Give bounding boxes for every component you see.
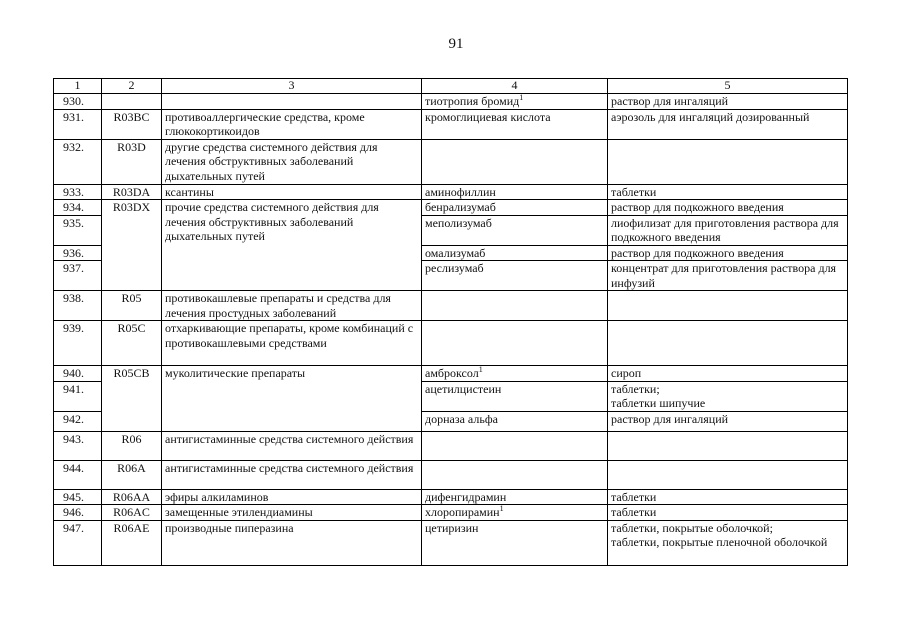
row-number: 935. xyxy=(54,215,102,245)
row-number: 941. xyxy=(54,381,102,411)
medicines-table xyxy=(53,78,848,566)
table-row xyxy=(54,291,848,321)
header-row xyxy=(54,79,848,94)
drug-name: кромоглициевая кислота xyxy=(422,109,608,139)
atc-code: R03BC xyxy=(102,109,162,139)
dosage-form: раствор для подкожного введения xyxy=(608,245,848,261)
dosage-form-line: таблетки, покрытые пленочной оболочкой xyxy=(611,535,828,549)
dosage-form: концентрат для приготовления раствора для инфузий xyxy=(608,261,848,291)
row-number: 937. xyxy=(54,261,102,291)
row-number: 931. xyxy=(54,109,102,139)
table-row xyxy=(54,94,848,110)
table-row xyxy=(54,520,848,565)
form-cell xyxy=(608,139,848,184)
atc-code: R03DX xyxy=(102,200,162,291)
group-name: отхаркивающие препараты, кроме комбинаций с противокашлевыми средствами xyxy=(162,321,422,366)
group-name: производные пиперазина xyxy=(162,520,422,565)
table-row xyxy=(54,109,848,139)
dosage-form: таблетки xyxy=(608,184,848,200)
drug-name: омализумаб xyxy=(422,245,608,261)
row-number: 934. xyxy=(54,200,102,216)
table-row xyxy=(54,184,848,200)
table-row xyxy=(54,489,848,505)
dosage-form: лиофилизат для приготовления раствора для подкожного введения xyxy=(608,215,848,245)
atc-code: R03DA xyxy=(102,184,162,200)
atc-code-cell xyxy=(102,94,162,110)
dosage-form: аэрозоль для ингаляций дозированный xyxy=(608,109,848,139)
atc-code: R06AA xyxy=(102,489,162,505)
group-cell xyxy=(162,94,422,110)
table-row xyxy=(54,505,848,521)
footnote-marker: 1 xyxy=(519,93,524,102)
header-col-1: 1 xyxy=(54,79,102,94)
dosage-form: таблетки xyxy=(608,505,848,521)
dosage-form xyxy=(608,381,848,411)
dosage-form: таблетки xyxy=(608,489,848,505)
row-number: 942. xyxy=(54,411,102,431)
drug-name: реслизумаб xyxy=(422,261,608,291)
row-number: 938. xyxy=(54,291,102,321)
row-number: 947. xyxy=(54,520,102,565)
dosage-form: раствор для ингаляций xyxy=(608,411,848,431)
group-name: противокашлевые препараты и средства для лечения простудных заболеваний xyxy=(162,291,422,321)
table-row xyxy=(54,200,848,216)
header-col-5: 5 xyxy=(608,79,848,94)
table-row xyxy=(54,139,848,184)
dosage-form-line: таблетки шипучие xyxy=(611,396,706,410)
drug-name: цетиризин xyxy=(422,520,608,565)
drug-name: ацетилцистеин xyxy=(422,381,608,411)
drug-cell xyxy=(422,291,608,321)
dosage-form-line: таблетки, покрытые оболочкой; xyxy=(611,520,773,535)
atc-code: R05CB xyxy=(102,366,162,432)
atc-code: R06A xyxy=(102,460,162,489)
footnote-marker: 1 xyxy=(499,504,504,513)
drug-name: хлоропирамин$^1$ xyxy=(422,505,608,521)
group-name: эфиры алкиламинов xyxy=(162,489,422,505)
group-name: другие средства системного действия для лечения обструктивных заболеваний дыхательных путей xyxy=(162,139,422,184)
table-row xyxy=(54,366,848,382)
atc-code: R03D xyxy=(102,139,162,184)
drug-cell xyxy=(422,139,608,184)
atc-code: R05 xyxy=(102,291,162,321)
group-name: ксантины xyxy=(162,184,422,200)
row-number: 944. xyxy=(54,460,102,489)
atc-code: R06AC xyxy=(102,505,162,521)
form-cell xyxy=(608,321,848,366)
footnote-marker: 1 xyxy=(478,365,483,374)
form-cell xyxy=(608,431,848,460)
drug-name: бенрализумаб xyxy=(422,200,608,216)
header-col-2: 2 xyxy=(102,79,162,94)
row-number: 933. xyxy=(54,184,102,200)
drug-name: аминофиллин xyxy=(422,184,608,200)
group-name: прочие средства системного действия для лечения обструктивных заболеваний дыхательных путей xyxy=(162,200,422,291)
atc-code: R05C xyxy=(102,321,162,366)
atc-code: R06AE xyxy=(102,520,162,565)
group-name: противоаллергические средства, кроме глюкокортикоидов xyxy=(162,109,422,139)
form-cell xyxy=(608,460,848,489)
drug-cell xyxy=(422,431,608,460)
group-name: антигистаминные средства системного действия xyxy=(162,460,422,489)
dosage-form: раствор для ингаляций xyxy=(608,94,848,110)
row-number: 943. xyxy=(54,431,102,460)
drug-name: дорназа альфа xyxy=(422,411,608,431)
group-name: антигистаминные средства системного действия xyxy=(162,431,422,460)
table-row xyxy=(54,460,848,489)
dosage-form: раствор для подкожного введения xyxy=(608,200,848,216)
page-number: 91 xyxy=(448,36,464,52)
drug-cell xyxy=(422,321,608,366)
group-name: замещенные этилендиамины xyxy=(162,505,422,521)
row-number: 946. xyxy=(54,505,102,521)
dosage-form xyxy=(608,520,848,565)
drug-name: меполизумаб xyxy=(422,215,608,245)
header-col-4: 4 xyxy=(422,79,608,94)
row-number: 939. xyxy=(54,321,102,366)
dosage-form-line: таблетки; xyxy=(611,381,660,396)
row-number: 936. xyxy=(54,245,102,261)
drug-name: амброксол$^1$ xyxy=(422,366,608,382)
group-name: муколитические препараты xyxy=(162,366,422,432)
drug-name: тиотропия бромид$^1$ xyxy=(422,94,608,110)
dosage-form: сироп xyxy=(608,366,848,382)
atc-code: R06 xyxy=(102,431,162,460)
row-number: 932. xyxy=(54,139,102,184)
row-number: 945. xyxy=(54,489,102,505)
table-row xyxy=(54,431,848,460)
form-cell xyxy=(608,291,848,321)
row-number: 930. xyxy=(54,94,102,110)
drug-name: дифенгидрамин xyxy=(422,489,608,505)
table-row xyxy=(54,321,848,366)
header-col-3: 3 xyxy=(162,79,422,94)
drug-cell xyxy=(422,460,608,489)
row-number: 940. xyxy=(54,366,102,382)
